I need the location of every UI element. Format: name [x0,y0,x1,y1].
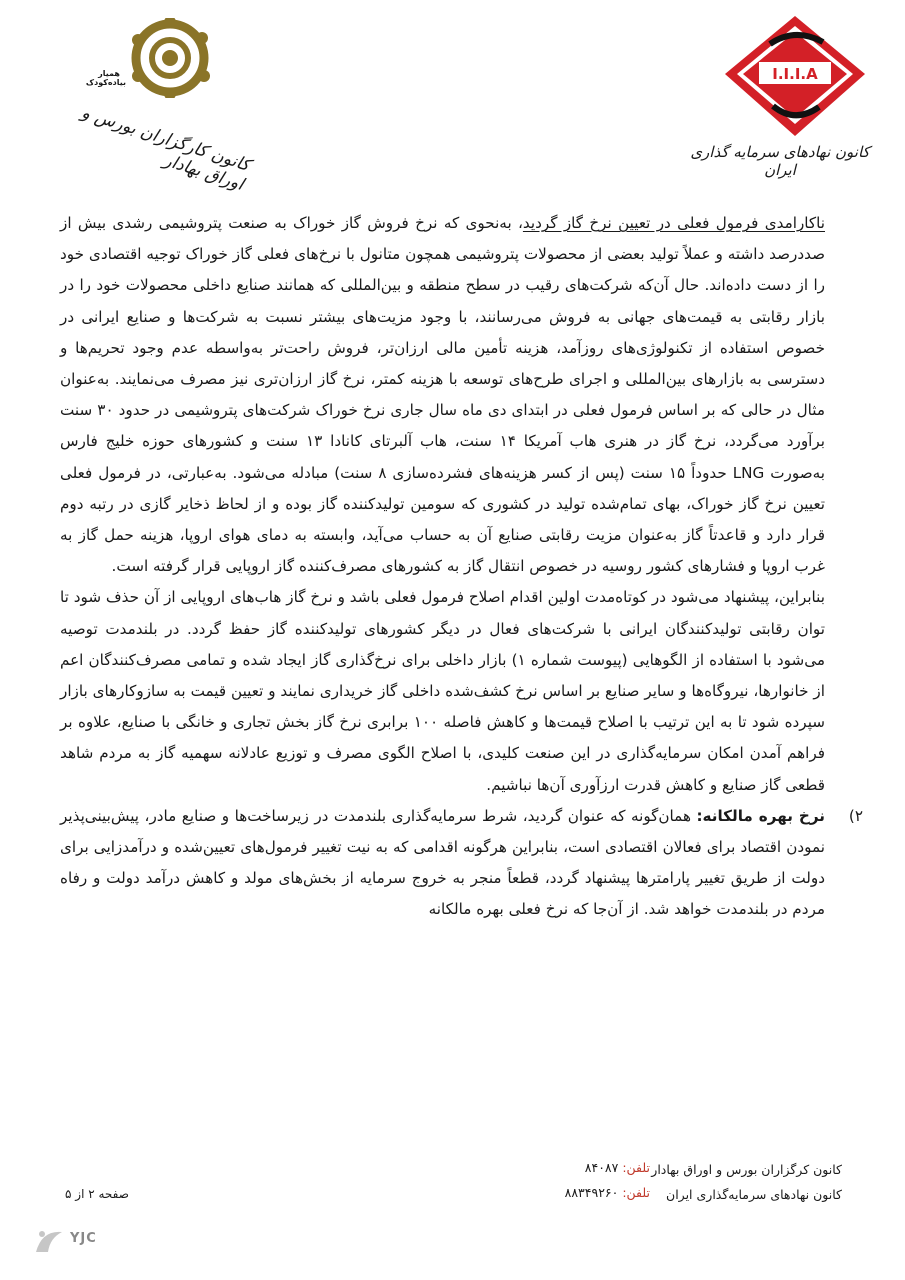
phone-number: ۸۴۰۸۷ [584,1160,619,1175]
list-item-2 [60,801,863,926]
phone-label: تلفن: [622,1160,650,1175]
footer-phone-1 [585,1160,650,1175]
page-footer [0,1150,905,1280]
list-item-number: ۲) [848,806,863,825]
brokers-caption: کانون کارگزاران بورس و اوراق بهادار [79,102,253,195]
iiia-badge-text: I.I.I.A [772,65,818,83]
phone-number: ۸۸۳۴۹۲۶۰ [564,1185,619,1200]
brokers-tagline: همیار بیاده‌کودک [85,69,126,87]
paragraph-text: بنابراین، پیشنهاد می‌شود در کوتاه‌مدت اولین اقدام اصلاح فرمول فعلی باشد و نرخ گاز هاب‌های اروپایی از آن حذف شود تا توان رقابتی تولیدکنندگان ایرانی با شرکت‌های فعال در دیگر کشورهای تولیدکننده گاز حفظ گردد. در بلندمدت توصیه می‌شود با استفاده از الگوهایی (پیوست شماره ۱) بازار داخلی برای نرخ‌گذاری گاز ایجاد شده و تمامی مصرف‌کنندگان اعم از خانوارها، نیروگاه‌ها و سایر صنایع بر اساس نرخ کشف‌شده داخلی گاز خریداری نمایند و تعیین قیمت به سازوکارهای بازار سپرده شود تا به این ترتیب با اصلاح قیمت‌ها و کاهش فاصله ۱۰۰ برابری نرخ گاز بخش تجاری و خانگی با صنایع، علاوه بر فراهم آمدن امکان سرمایه‌گذاری در این صنعت کلیدی، با اصلاح الگوی مصرف و توزیع عادلانه سهمیه گاز به مردم شاهد قطعی گاز صنایع و کاهش قدرت ارزآوری آن‌ها نباشیم. [60,588,826,794]
footer-org-iiia: کانون نهادهای سرمایه‌گذاری ایران [666,1187,842,1202]
list-item-text: همان‌گونه که عنوان گردید، شرط سرمایه‌گذاری بلندمدت در زیرساخت‌ها و صنایع مادر، پیش‌بینی‌پذیر نمودن اقتصاد برای فعالان اقتصادی است، بنابراین هرگونه اقدامی که به نیت تغییر فرمول‌های تعیین‌شده و درآمدزایی برای دولت از طریق تغییر پارامترها پیشنهاد گردد، قطعاً منجر به خروج سرمایه از بخش‌های مولد و کاهش درآمد دولت و رفاه مردم در بلندمدت خواهد شد. از آن‌جا که نرخ فعلی بهره مالکانه [60,806,825,919]
footer-org-brokers: کانون کرگزاران بورس و اوراق بهادار [651,1162,842,1177]
paragraph-2 [60,582,825,800]
iiia-emblem-icon [715,12,875,147]
underlined-lead: ناکارامدی فرمول فعلی در تعیین نرخ گاز گردید [522,214,825,232]
page-number: صفحه ۲ از ۵ [65,1187,129,1201]
iiia-caption: کانون نهادهای سرمایه گذاری ایران [690,143,870,179]
yjc-watermark-text: YJC [70,1231,97,1246]
document-body [60,208,863,926]
list-item-title: نرخ بهره مالکانه: [696,806,825,825]
paragraph-1 [60,208,825,582]
phone-label: تلفن: [622,1185,650,1200]
paragraph-text: ، به‌نحوی که نرخ فروش گاز خوراک به صنعت پتروشیمی رشدی بیش از صددرصد داشته و عملاً تولید بعضی از محصولات پتروشیمی همچون متانول با نرخ‌های فعلی گاز خوراک توجیه اقتصادی خود را از دست داده‌اند. حال آن‌که شرکت‌های رقیب در سطح منطقه و بین‌المللی که همانند صنایع داخلی محصولات خود را در بازار رقابتی به قیمت‌های جهانی به فروش می‌رسانند، با وجود مزیت‌های بیشتر نسبت به شرکت‌ها و صنایع ایرانی در خصوص استفاده از تکنولوژی‌های روزآمد، هزینه تأمین مالی ارزان‌تر، فروش راحت‌تر به‌واسطه عدم وجود تحریم‌ها و دسترسی به بازارهای بین‌المللی و اجرای طرح‌های توسعه با هزینه کمتر، نرخ گاز ارزان‌تری نیز مصرف می‌نمایند. به‌عنوان مثال در حالی که بر اساس فرمول فعلی در ابتدای دی ماه سال جاری نرخ خوراک شرکت‌های پتروشیمی در حدود ۳۰ سنت برآورد می‌گردد، نرخ گاز در هنری هاب آمریکا ۱۴ سنت، هاب آلبرتای کانادا ۱۳ سنت و کشورهای حوزه خلیج فارس به‌صورت LNG حدوداً ۱۵ سنت (پس از کسر هزینه‌های فشرده‌سازی ۸ سنت) مبادله می‌شود. به‌عبارتی، در فرمول فعلی تعیین نرخ گاز خوراک، بهای تمام‌شده تولید در کشوری که سومین تولیدکننده گاز بوده و از لحاظ ذخایر گازی در رتبه دوم قرار دارد و قاعدتاً گاز به‌عنوان مزیت رقابتی صنایع آن به حساب می‌آید، وابسته به دمای هوای اروپا، هزینه حمل گاز به غرب اروپا و فشارهای کشور روسیه در خصوص انتقال گاز به کشورهای مصرف‌کننده گاز اروپایی قرار گرفته است. [60,214,825,576]
footer-phone-2 [565,1185,650,1200]
